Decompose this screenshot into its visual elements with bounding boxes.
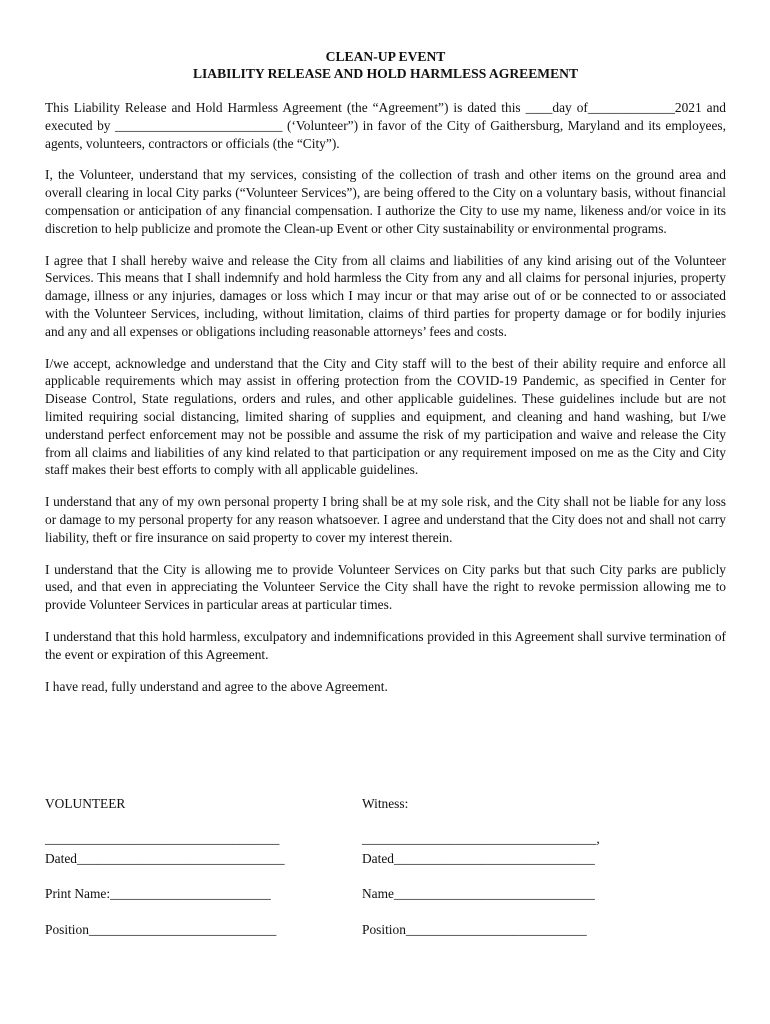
waiver-release-paragraph: I agree that I shall hereby waive and release the City from all claims and liabilities of any kind arising out of the Volunteer Services. This means that I shall indemnify and hold harmless the City from any and all claims for personal injuries, property damage, illness or any injuries, damages or loss which I may incur or that may arise out of or be connected to or associated with the Volunteer Services, including, without limitation, claims of third parties for property damage or for bodily injuries and any and all expenses or obligations including reasonable attorneys’ fees and costs. bbox=[45, 252, 726, 339]
volunteer-dated-field[interactable]: Dated_______________________________ bbox=[45, 851, 285, 866]
volunteer-heading: VOLUNTEER bbox=[45, 796, 126, 811]
park-use-paragraph: I understand that the City is allowing me to provide Volunteer Services on City parks but that such City parks are publicly used, and that even in appreciating the Volunteer Service the City shall have the right to revoke permission allowing me to provide Volunteer Services in particular areas at particular times. bbox=[45, 561, 726, 613]
document-title bbox=[45, 48, 726, 82]
title-line-1: CLEAN-UP EVENT bbox=[325, 49, 446, 64]
agreement-intro-paragraph: This Liability Release and Hold Harmless Agreement (the “Agreement”) is dated this ____day of_____________2021 and executed by _________________________ (‘Volunteer”) in favor of the City of Gaithersburg, Maryland and its employees, agents, volunteers, contractors or officials (the “City”). bbox=[45, 100, 726, 151]
witness-position-field[interactable]: Position___________________________ bbox=[362, 922, 587, 937]
volunteer-signature-line[interactable]: ___________________________________ bbox=[45, 831, 280, 846]
volunteer-print-name-field[interactable]: Print Name:________________________ bbox=[45, 886, 271, 901]
acknowledgement-paragraph: I have read, fully understand and agree to the above Agreement. bbox=[45, 678, 388, 694]
witness-name-field[interactable]: Name______________________________ bbox=[362, 886, 595, 901]
covid-requirements-paragraph: I/we accept, acknowledge and understand that the City and City staff will to the best of their ability require and enforce all applicable requirements which may assist in offering protection from the COVID-19 Pandemic, as specified in Center for Disease Control, State regulations, orders and rules, and other applicable guidelines. These guidelines include but are not limited requiring social distancing, limited sharing of supplies and equipment, and cleaning and hand washing, but I/we understand perfect enforcement may not be possible and assume the risk of my participation and waive and release the City from all claims and liabilities of any kind related to that participation or any requirement imposed on me as the City and City staff makes their best efforts to comply with all applicable guidelines. bbox=[45, 355, 726, 478]
witness-heading: Witness: bbox=[362, 796, 409, 811]
witness-dated-field[interactable]: Dated______________________________ bbox=[362, 851, 595, 866]
volunteer-services-paragraph: I, the Volunteer, understand that my services, consisting of the collection of trash and other items on the ground area and overall clearing in local City parks (“Volunteer Services”), are being offered to the City on a voluntary basis, without financial compensation or anticipation of any financial compensation. I authorize the City to use my name, likeness and/or voice in its discretion to help publicize and promote the Clean-up Event or other City sustainability or environmental programs. bbox=[45, 167, 726, 236]
personal-property-paragraph: I understand that any of my own personal property I bring shall be at my sole risk, and the City shall not be liable for any loss or damage to my personal property for any reason whatsoever. I agree and understand that the City does not and shall not carry liability, theft or fire insurance on said property to cover my interest therein. bbox=[45, 494, 726, 545]
title-line-2: LIABILITY RELEASE AND HOLD HARMLESS AGREEMENT bbox=[192, 66, 579, 81]
survival-paragraph: I understand that this hold harmless, exculpatory and indemnifications provided in this Agreement shall survive termination of the event or expiration of this Agreement. bbox=[45, 628, 726, 662]
volunteer-position-field[interactable]: Position____________________________ bbox=[45, 922, 277, 937]
witness-signature-line[interactable]: ___________________________________, bbox=[362, 831, 600, 846]
